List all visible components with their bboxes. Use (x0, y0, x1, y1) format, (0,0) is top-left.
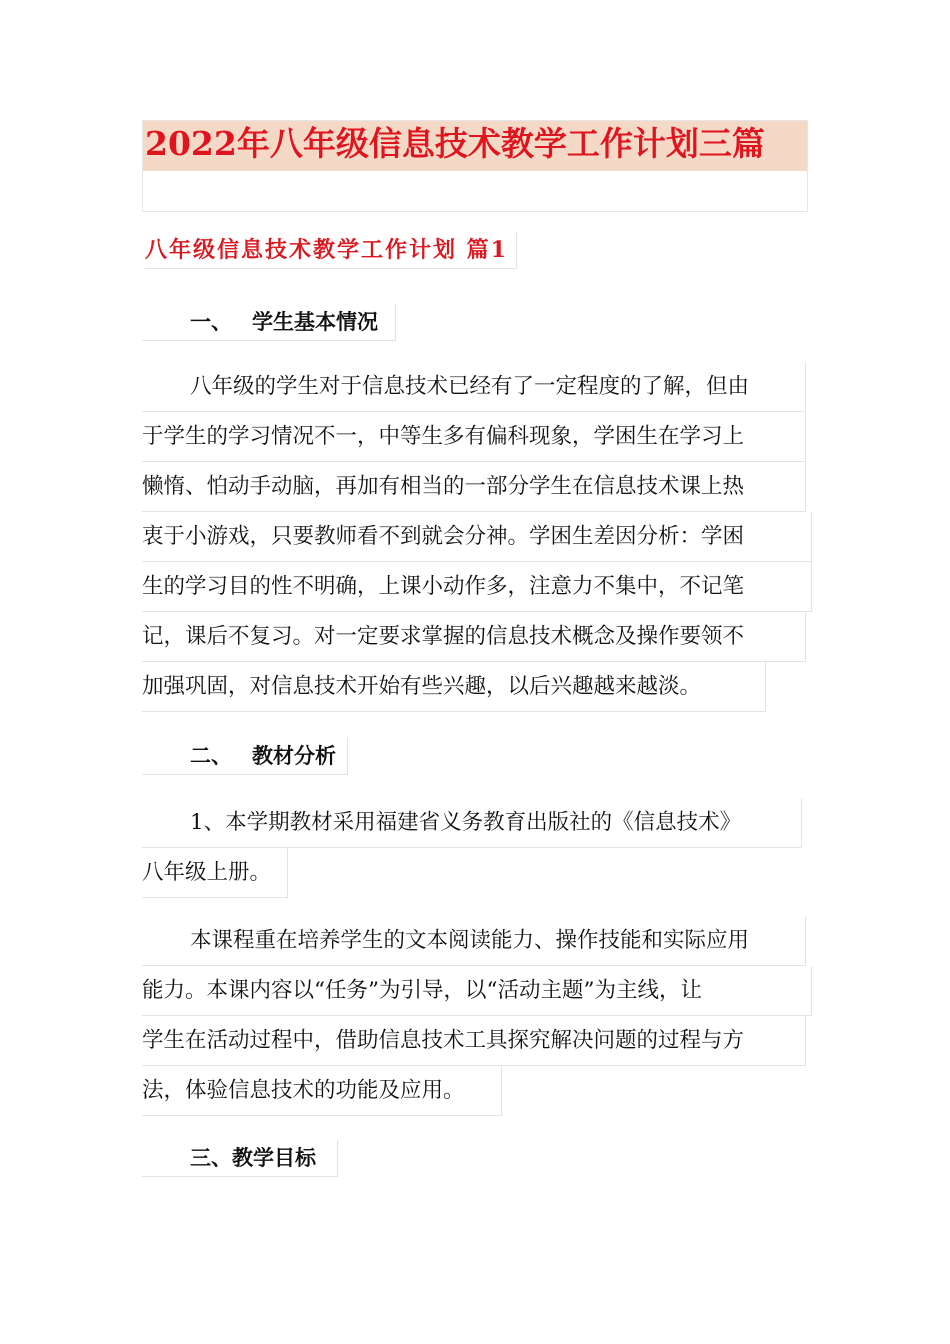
section-heading-3 (142, 1140, 338, 1177)
document-title: 2022年八年级信息技术教学工作计划三篇 (145, 124, 765, 163)
text-line: 衷于小游戏，只要教师看不到就会分神。学困生差因分析：学困 (142, 512, 812, 562)
section-title-2: 教材分析 (252, 743, 336, 768)
text-line: 八年级的学生对于信息技术已经有了一定程度的了解，但由 (142, 362, 806, 412)
paragraph-3 (142, 916, 812, 1116)
text-line: 懒惰、怕动手动脑，再加有相当的一部分学生在信息技术课上热 (142, 462, 806, 512)
section-number-2: 二、 (190, 743, 232, 768)
section-title-3: 教学目标 (232, 1145, 316, 1170)
text-line: 1、本学期教材采用福建省义务教育出版社的《信息技术》 (142, 798, 802, 848)
text-line: 八年级上册。 (142, 848, 288, 898)
text-line: 能力。本课内容以“任务”为引导，以“活动主题”为主线，让 (142, 966, 812, 1016)
section-number-1: 一、 (190, 309, 232, 334)
paragraph-2 (142, 798, 802, 898)
text-line: 于学生的学习情况不一，中等生多有偏科现象，学困生在学习上 (142, 412, 806, 462)
text-line: 法，体验信息技术的功能及应用。 (142, 1066, 502, 1116)
section-subtitle: 八年级信息技术教学工作计划 篇1 (145, 232, 517, 269)
text-line: 加强巩固，对信息技术开始有些兴趣，以后兴趣越来越淡。 (142, 662, 766, 712)
section-number-3: 三、 (190, 1145, 232, 1170)
text-line: 本课程重在培养学生的文本阅读能力、操作技能和实际应用 (142, 916, 806, 966)
text-line: 学生在活动过程中，借助信息技术工具探究解决问题的过程与方 (142, 1016, 806, 1066)
section-title-1: 学生基本情况 (252, 309, 378, 334)
section-heading-2 (142, 738, 348, 775)
paragraph-1 (142, 362, 812, 712)
title-box (142, 120, 808, 212)
text-line: 记，课后不复习。对一定要求掌握的信息技术概念及操作要领不 (142, 612, 806, 662)
text-line: 生的学习目的性不明确，上课小动作多，注意力不集中，不记笔 (142, 562, 812, 612)
section-heading-1 (142, 304, 396, 341)
